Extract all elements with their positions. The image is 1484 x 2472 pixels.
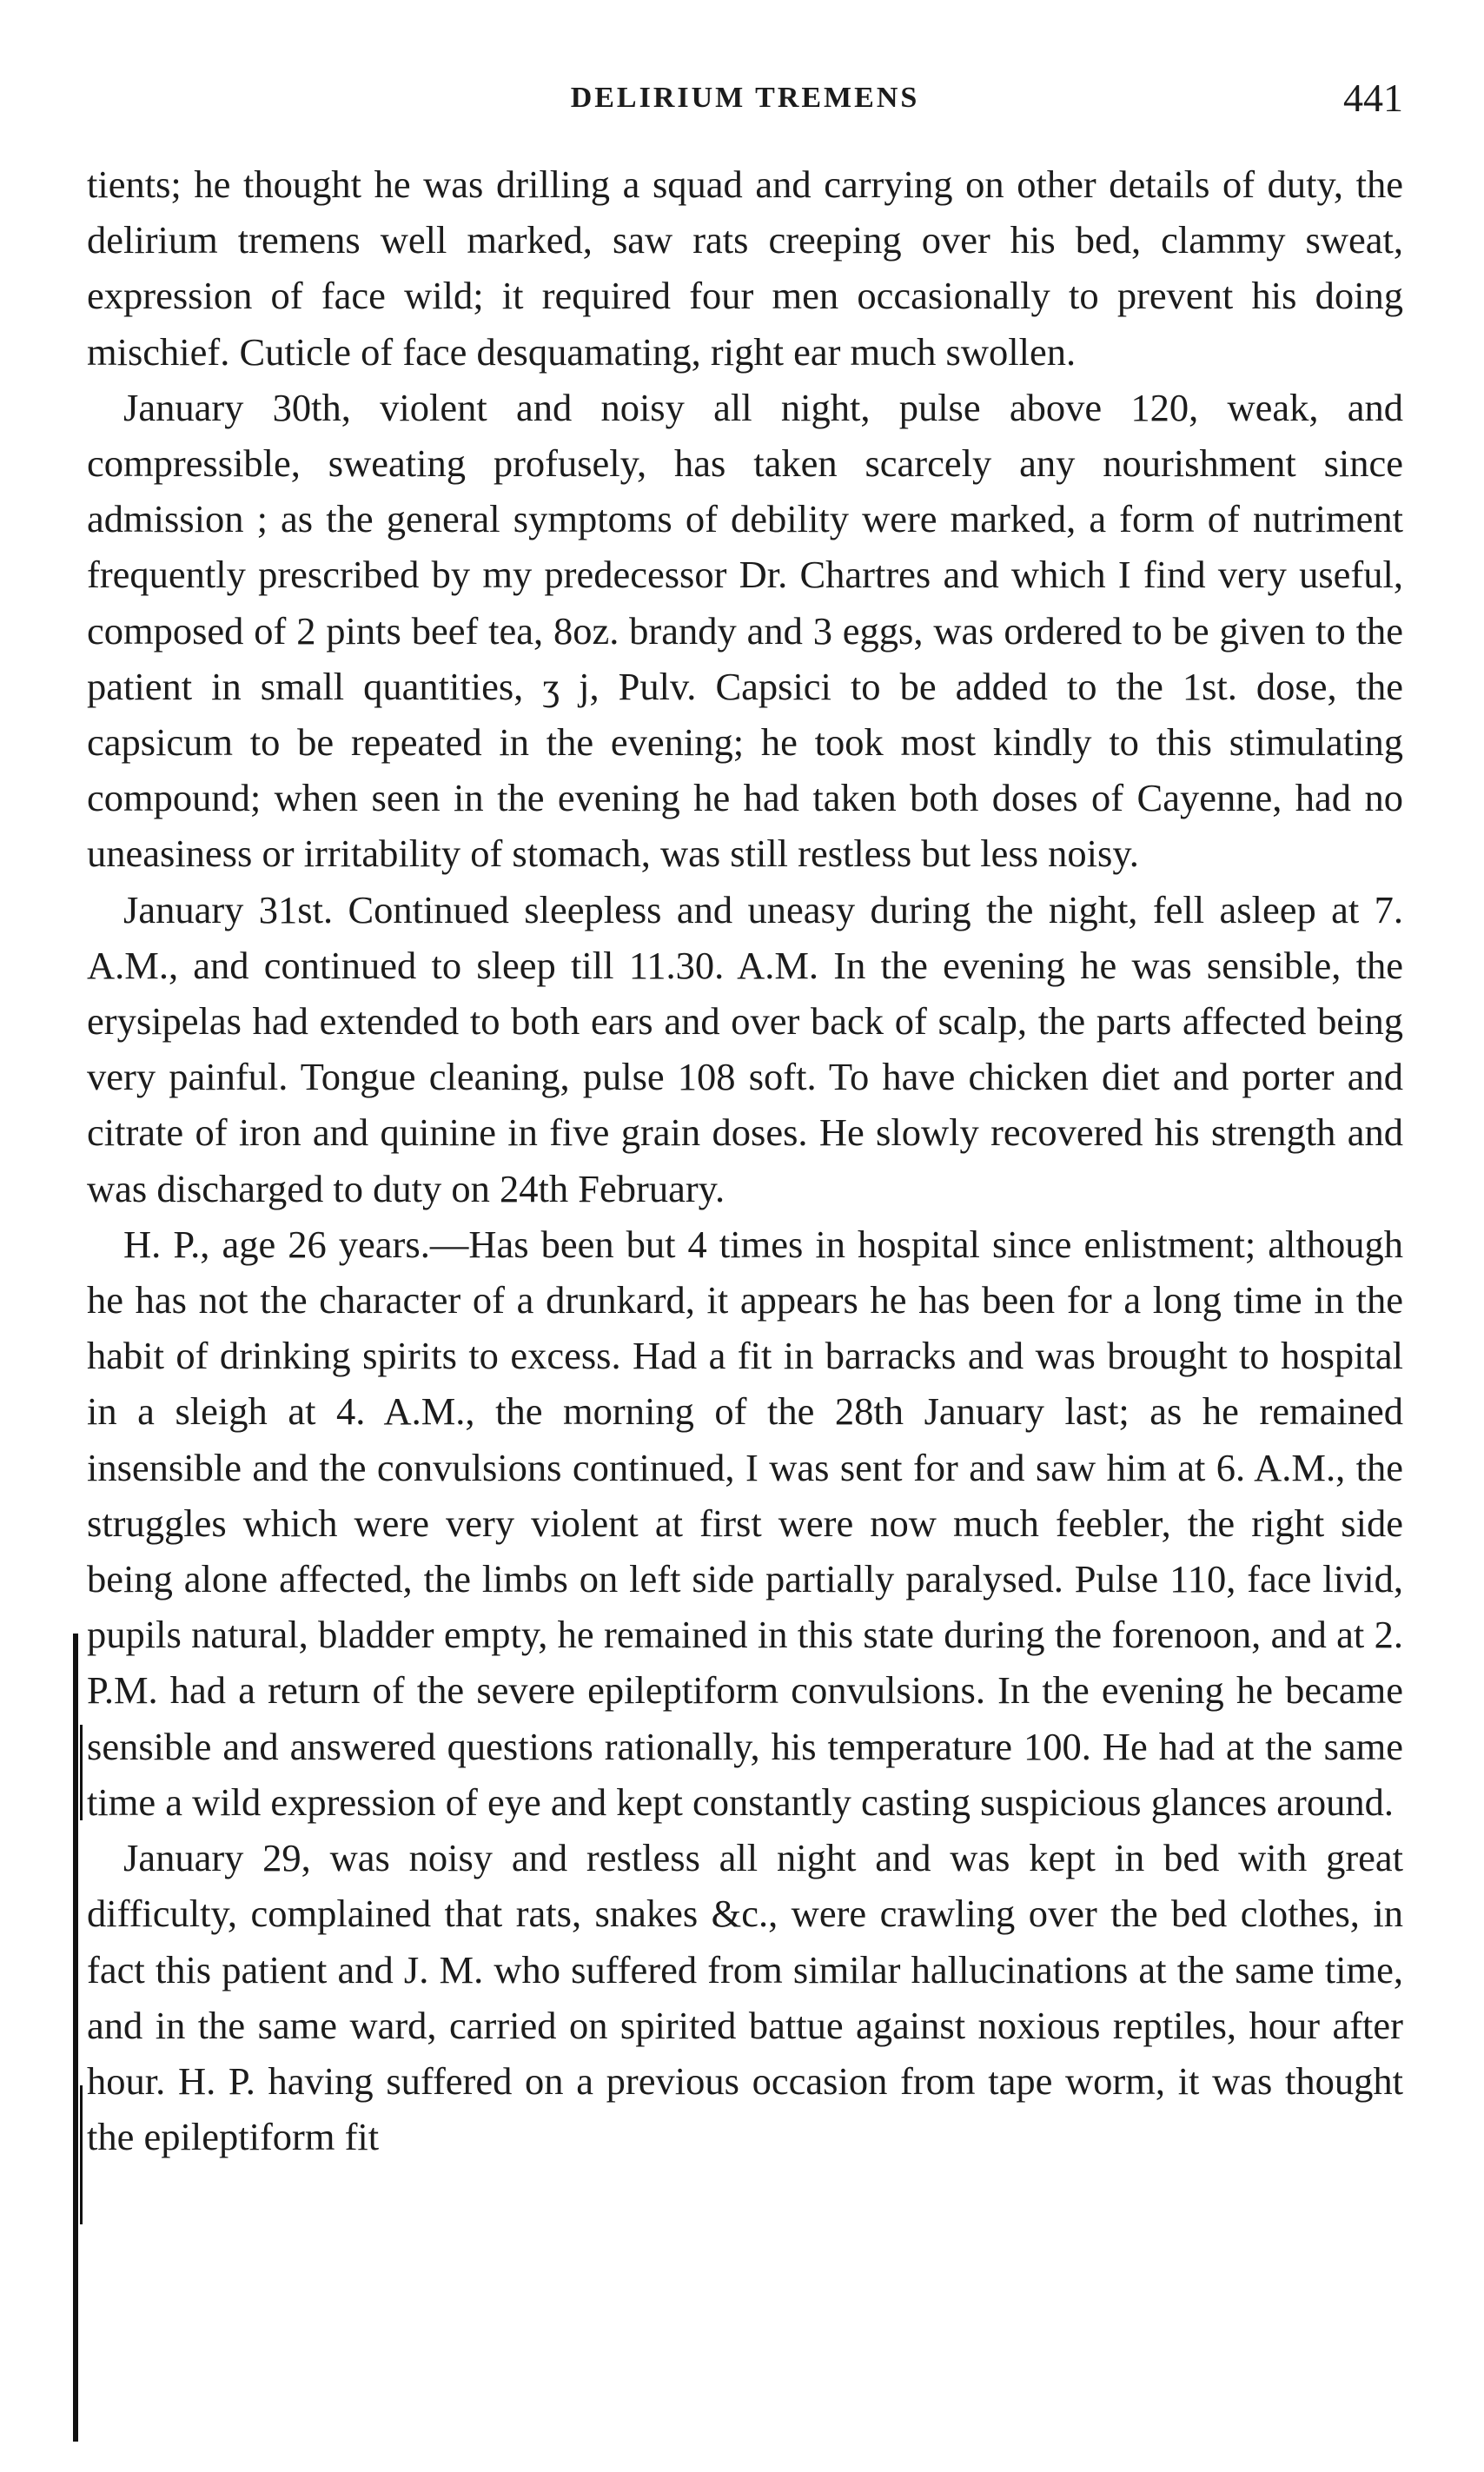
page-number: 441 bbox=[1343, 76, 1403, 120]
paragraph-january-29: January 29, was noisy and restless all night and was kept in bed with great difficulty, complained that rats, snakes &c., were crawling over the bed clothes, in fact this patient and J. M. who suffered from similar hallucinations at the same time, and in the same ward, carried on spirited battue against noxious reptiles, hour after hour. H. P. having suffered on a previous occasion from tape worm, it was thought the epileptiform fit bbox=[87, 1836, 1403, 2159]
margin-binding-mark bbox=[73, 1634, 78, 2442]
margin-tick-mark bbox=[80, 2085, 83, 2224]
paragraph-january-31: January 31st. Continued sleepless and uneasy during the night, fell asleep at 7. A.M., and continued to sleep till 11.30. A.M. In the evening he was sensible, the erysipelas had extended to both ears and over back of scalp, the parts affected being very painful. Tongue cleaning, pulse 108 soft. To have chicken diet and porter and citrate of iron and quinine in five grain doses. He slowly recovered his strength and was discharged to duty on 24th February. bbox=[87, 887, 1403, 1210]
margin-tick-mark bbox=[80, 1725, 83, 1820]
paragraph-case-hp: H. P., age 26 years.—Has been but 4 times in hospital since enlistment; although he has not the character of a drunkard, it appears he has been for a long time in the habit of drinking spirits to excess. Had a fit in barracks and was brought to hospital in a sleigh at 4. A.M., the morning of the 28th January last; as he remained insensible and the convulsions continued, I was sent for and saw him at 6. A.M., the struggles which were very violent at first were now much feebler, the right side being alone affected, the limbs on left side partially paralysed. Pulse 110, face livid, pupils natural, bladder empty, he remained in this state during the forenoon, and at 2. P.M. had a return of the severe epileptiform convulsions. In the evening he became sensible and answered questions rationally, his temperature 100. He had at the same time a wild expression of eye and kept constantly casting suspicious glances around. bbox=[87, 1222, 1403, 1824]
paragraph-january-30: January 30th, violent and noisy all night, pulse above 120, weak, and compressible, sweating profusely, has taken scarcely any nourishment since admission ; as the general symptoms of debility were marked, a form of nutriment frequently prescribed by my predecessor Dr. Chartres and which I find very useful, composed of 2 pints beef tea, 8oz. brandy and 3 eggs, was ordered to be given to the patient in small quantities, ʒ j, Pulv. Capsici to be added to the 1st. dose, the capsicum to be repeated in the evening; he took most kindly to this stimulating compound; when seen in the evening he had taken both doses of Cayenne, had no uneasiness or irritability of stomach, was still restless but less noisy. bbox=[87, 385, 1403, 876]
paragraph-continuation: tients; he thought he was drilling a squad and carrying on other details of duty, the delirium tremens well marked, saw rats creeping over his bed, clammy sweat, expression of face wild; it required four men occasionally to prevent his doing mischief. Cuticle of face desquamating, right ear much swollen. bbox=[87, 162, 1403, 374]
running-head: DELIRIUM TREMENS bbox=[570, 82, 920, 114]
page-header bbox=[87, 75, 1403, 127]
body-text bbox=[87, 156, 1403, 2164]
